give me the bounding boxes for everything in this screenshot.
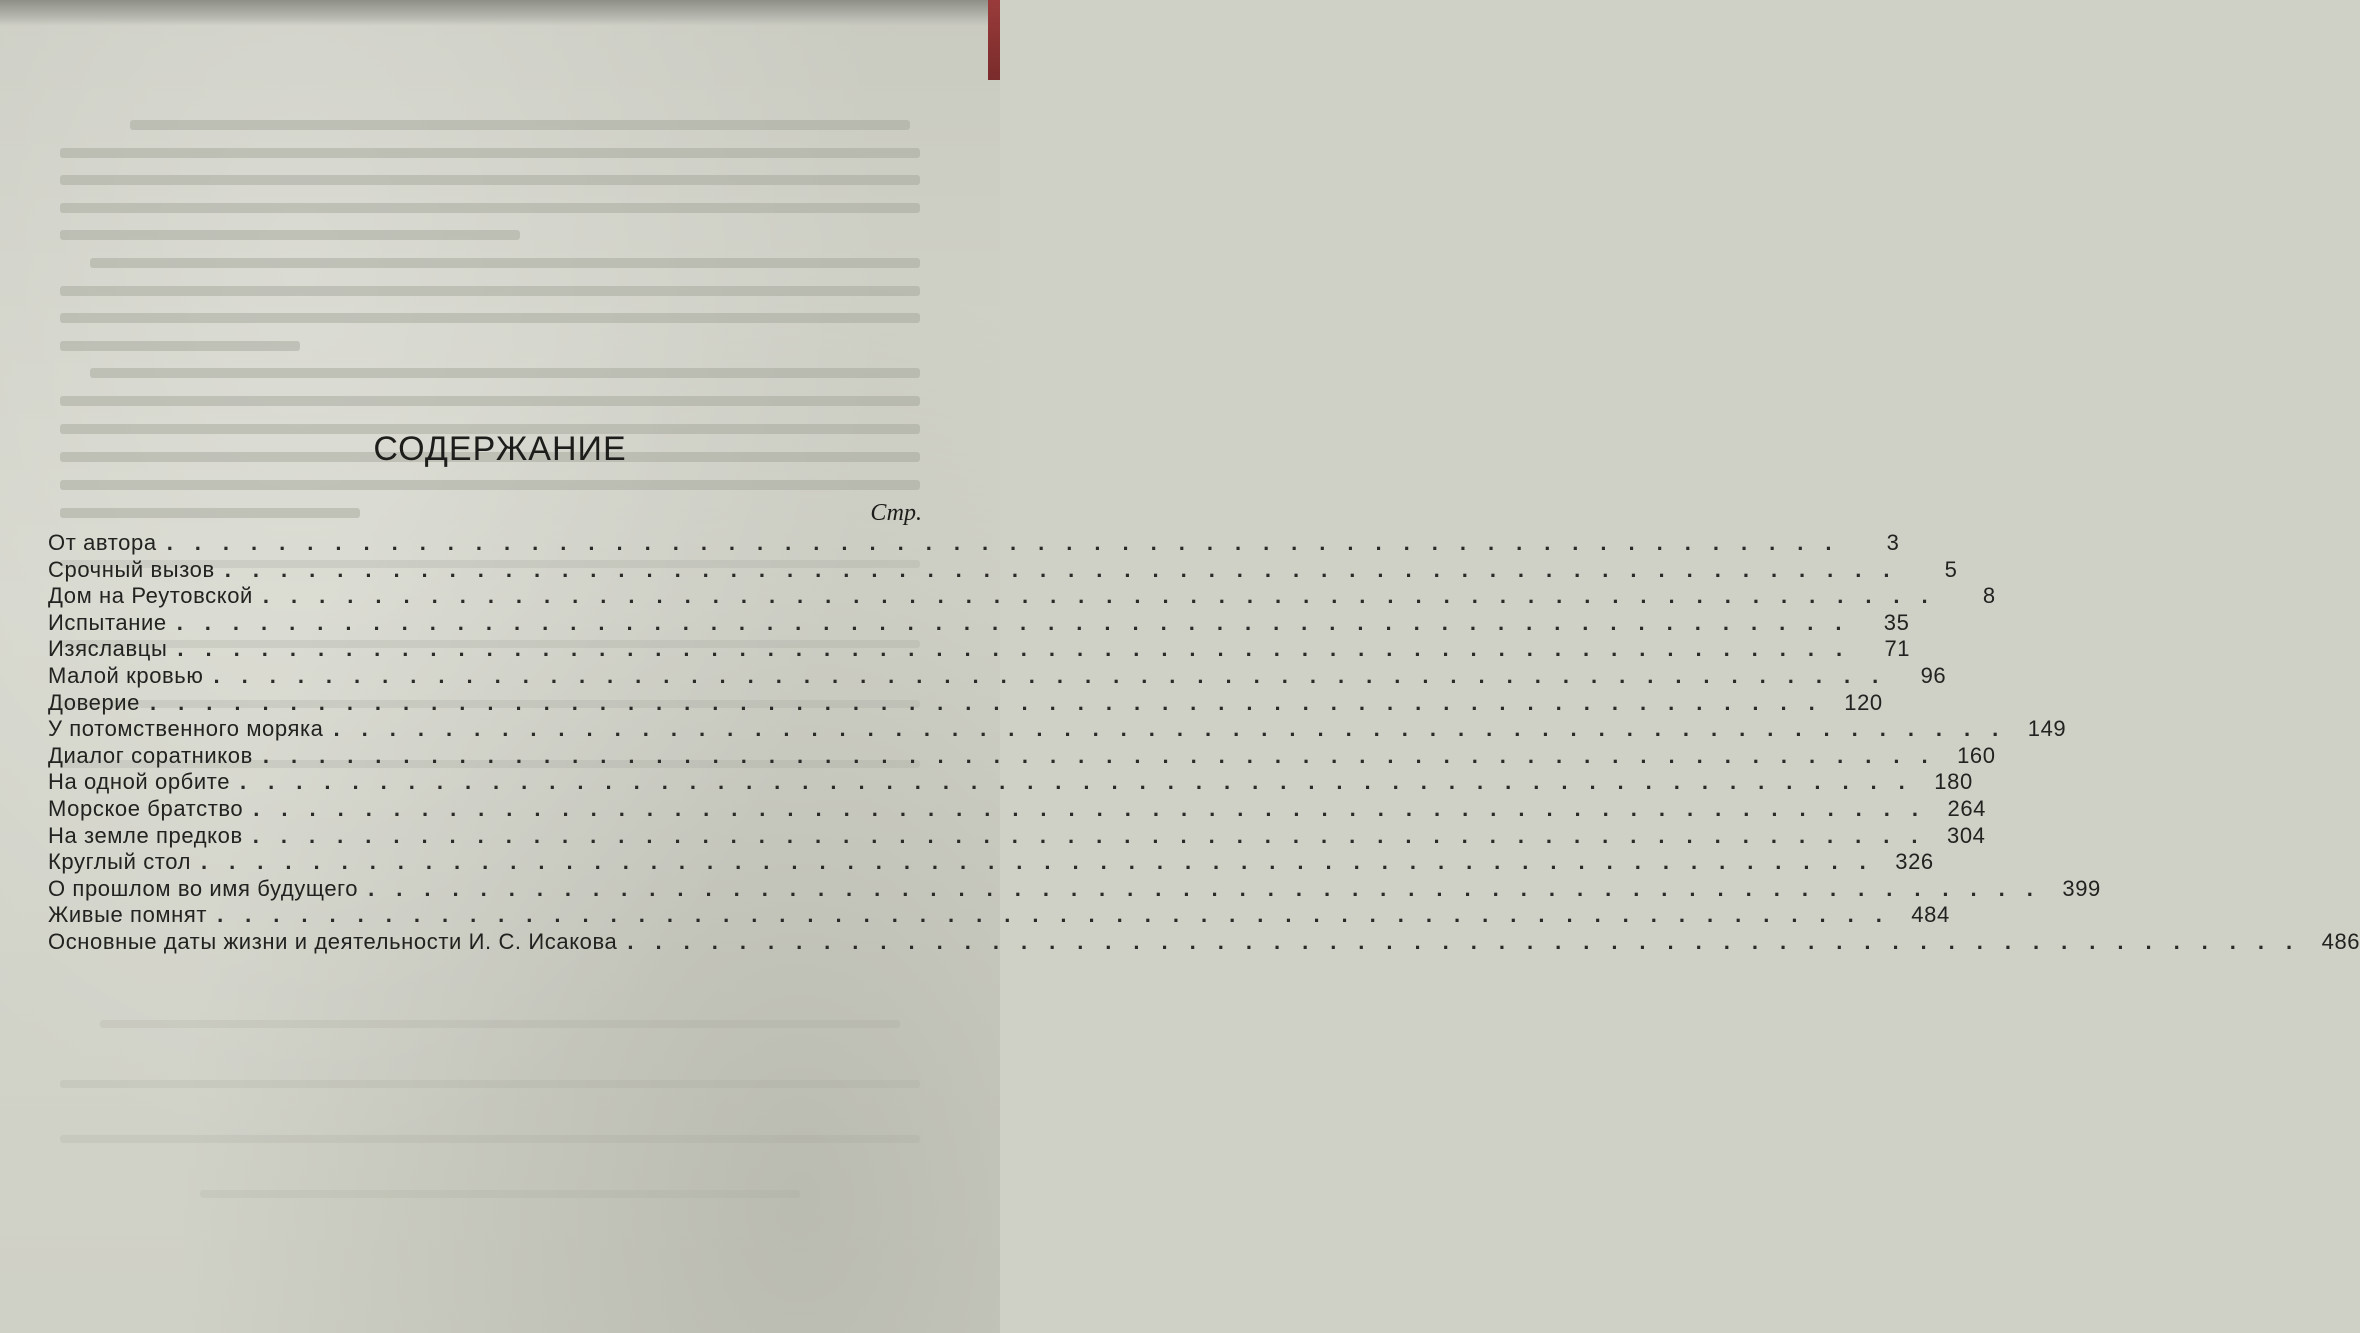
toc-entry-title: О прошлом во имя будущего [48,875,359,901]
toc-entry [48,875,2101,903]
toc-entry-title: На земле предков [48,822,243,848]
toc-entry-page: 326 [1895,849,1934,875]
toc-entry-title: Живые помнят [48,902,208,928]
toc-entry-page: 8 [1982,583,1996,609]
toc-entry-page: 484 [1911,902,1950,928]
toc-entry-title: Испытание [48,609,167,635]
toc-leader-dots: ............................................................ [213,662,1901,688]
toc-leader-dots: ............................................................ [333,716,2021,742]
toc-leader-dots: ............................................................ [262,742,1950,768]
toc-leader-dots: ............................................................ [150,689,1837,715]
toc-entry [48,849,1934,876]
page-top-edge [0,0,1000,26]
toc-entry-title: Основные даты жизни и деятельности И. С. Исакова [48,928,618,954]
toc-entry-title: У потомственного моряка [48,716,324,742]
toc-entry [48,556,1958,584]
toc-entry [48,928,2360,956]
toc-leader-dots: ............................................................ [262,583,1950,609]
book-cover-edge [988,0,1000,80]
toc-entry-page: 71 [1884,636,1911,662]
toc-entry-page: 160 [1957,742,1996,768]
toc-leader-dots: ............................................................ [627,928,2315,954]
toc-entry-page: 120 [1844,689,1883,715]
toc-entry-title: Малой кровью [48,662,204,688]
toc-leader-dots: ............................................................ [217,902,1904,928]
toc-entry [48,716,2067,743]
toc-entry-page: 35 [1883,609,1910,635]
toc-entry-title: Круглый стол [48,849,192,875]
toc-leader-dots: ............................................................ [252,822,1940,848]
toc-entry-page: 180 [1934,769,1973,795]
toc-entry-title: На одной орбите [48,769,231,795]
toc-entry-title: Доверие [48,689,141,715]
toc-entry-page: 486 [2321,928,2360,954]
toc-leader-dots: ............................................................ [166,530,1854,555]
toc-entry-page: 399 [2062,875,2101,901]
toc-entry-title: От автора [48,530,157,555]
page-column-label: Стр. [870,500,922,526]
toc-entry-title: Морское братство [48,795,244,821]
toc-entry [48,902,1950,929]
toc-entry-title: Диалог соратников [48,742,253,768]
toc-entry-page: 5 [1944,556,1958,582]
toc-entry-page: 149 [2027,716,2067,742]
toc-entry-title: Срочный вызов [48,556,215,582]
toc-entry [48,689,1883,717]
toc-leader-dots: ............................................................ [201,849,1888,875]
toc-leader-dots: ............................................................ [176,609,1864,635]
toc-leader-dots: ............................................................ [240,769,1927,795]
toc-leader-dots: ............................................................ [368,875,2055,901]
toc-entry [48,583,1996,610]
page-title: СОДЕРЖАНИЕ [373,430,627,468]
toc-entry-page: 264 [1947,795,1987,821]
table-of-contents [48,530,2360,956]
toc-entry [48,769,1973,796]
toc-entry [48,795,1987,823]
toc-entry [48,742,1996,770]
toc-entry [48,636,1911,663]
toc-leader-dots: ............................................................ [224,556,1912,582]
toc-entry-page: 3 [1886,530,1900,555]
toc-entry-title: Изяславцы [48,636,168,662]
toc-entry-page: 96 [1920,662,1947,688]
toc-entry [48,822,1986,850]
toc-entry [48,609,1910,637]
toc-leader-dots: ............................................................ [253,795,1941,821]
toc-entry-page: 304 [1947,822,1986,848]
toc-entry [48,530,1900,557]
toc-entry [48,662,1947,690]
toc-leader-dots: ............................................................ [177,636,1865,662]
toc-entry-title: Дом на Реутовской [48,583,253,609]
